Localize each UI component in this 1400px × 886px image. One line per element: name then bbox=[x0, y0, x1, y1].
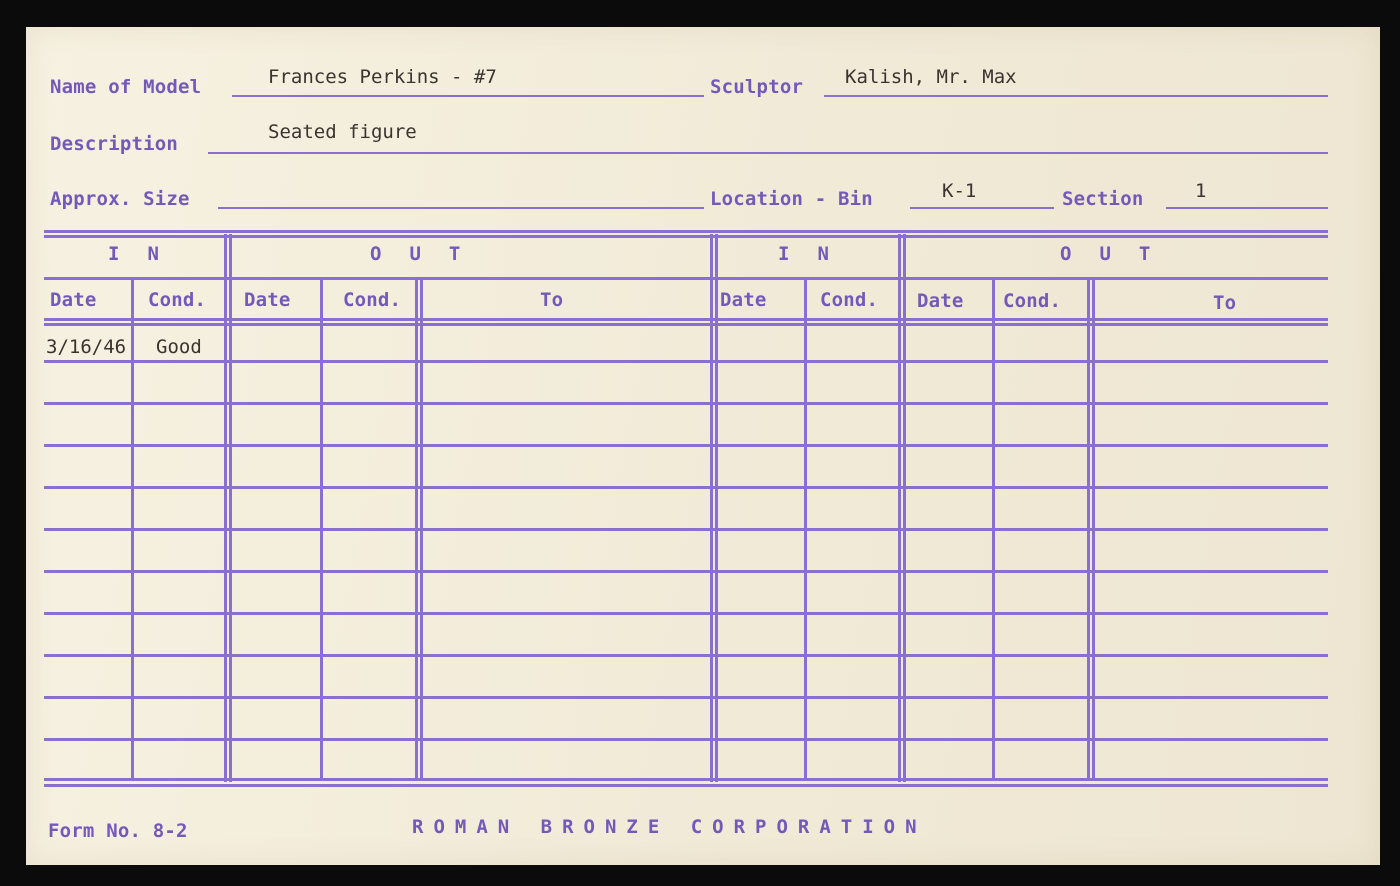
col-in-date-2: Date bbox=[720, 289, 767, 311]
col-divider-double bbox=[1087, 278, 1090, 780]
col-divider bbox=[131, 278, 134, 780]
row-rule bbox=[44, 486, 1328, 489]
bin-underline bbox=[910, 207, 1054, 209]
row-rule bbox=[44, 738, 1328, 741]
col-divider-double bbox=[415, 278, 418, 780]
col-in-cond-2: Cond. bbox=[820, 289, 879, 311]
row-rule bbox=[44, 696, 1328, 699]
form-number: Form No. 8-2 bbox=[48, 820, 188, 842]
col-out-to-1: To bbox=[540, 289, 564, 311]
col-out-cond-1: Cond. bbox=[343, 289, 402, 311]
table-bottom-rule bbox=[44, 778, 1328, 781]
approx-size-underline bbox=[218, 207, 704, 209]
table-bottom-rule-2 bbox=[44, 784, 1328, 787]
section-label: Section bbox=[1062, 188, 1144, 210]
col-out-date-1: Date bbox=[244, 289, 291, 311]
group-in-1: IN bbox=[108, 243, 187, 265]
group-header-rule bbox=[44, 277, 1328, 280]
row-rule bbox=[44, 654, 1328, 657]
col-divider bbox=[320, 278, 323, 780]
col-divider-double bbox=[1092, 278, 1095, 780]
col-divider-double bbox=[420, 278, 423, 780]
col-divider-double bbox=[898, 234, 901, 782]
row-rule bbox=[44, 612, 1328, 615]
col-in-cond-1: Cond. bbox=[148, 289, 207, 311]
col-divider bbox=[992, 278, 995, 780]
section-underline bbox=[1166, 207, 1328, 209]
row-1-in-cond: Good bbox=[156, 336, 202, 358]
col-in-date-1: Date bbox=[50, 289, 97, 311]
location-bin-label: Location - Bin bbox=[710, 188, 873, 210]
col-divider-double bbox=[710, 234, 713, 782]
col-divider-double bbox=[224, 234, 227, 782]
group-out-2: OUT bbox=[1060, 243, 1179, 265]
name-of-model-value: Frances Perkins - #7 bbox=[268, 66, 497, 88]
bin-value: K-1 bbox=[942, 180, 977, 202]
name-of-model-underline bbox=[232, 95, 704, 97]
table-top-rule-2 bbox=[44, 235, 1328, 238]
col-divider-double bbox=[229, 234, 232, 782]
col-out-to-2: To bbox=[1213, 292, 1237, 314]
col-out-cond-2: Cond. bbox=[1003, 290, 1062, 312]
col-divider bbox=[804, 278, 807, 780]
row-rule bbox=[44, 570, 1328, 573]
group-out-1: OUT bbox=[370, 243, 489, 265]
row-rule bbox=[44, 402, 1328, 405]
table-top-rule bbox=[44, 230, 1328, 233]
approx-size-label: Approx. Size bbox=[50, 188, 190, 210]
company-name: ROMAN BRONZE CORPORATION bbox=[412, 816, 927, 838]
name-of-model-label: Name of Model bbox=[50, 76, 202, 98]
sculptor-value: Kalish, Mr. Max bbox=[845, 66, 1017, 88]
column-header-rule-2 bbox=[44, 323, 1328, 326]
description-underline bbox=[208, 152, 1328, 154]
col-out-date-2: Date bbox=[917, 290, 964, 312]
col-divider-double bbox=[903, 234, 906, 782]
description-label: Description bbox=[50, 133, 179, 155]
col-divider-double bbox=[715, 234, 718, 782]
row-1-in-date: 3/16/46 bbox=[46, 336, 127, 358]
row-rule bbox=[44, 528, 1328, 531]
description-value: Seated figure bbox=[268, 121, 417, 143]
section-value: 1 bbox=[1195, 180, 1207, 202]
sculptor-underline bbox=[824, 95, 1328, 97]
row-rule bbox=[44, 444, 1328, 447]
sculptor-label: Sculptor bbox=[710, 76, 804, 98]
group-in-2: IN bbox=[778, 243, 857, 265]
column-header-rule bbox=[44, 318, 1328, 321]
row-rule bbox=[44, 360, 1328, 363]
